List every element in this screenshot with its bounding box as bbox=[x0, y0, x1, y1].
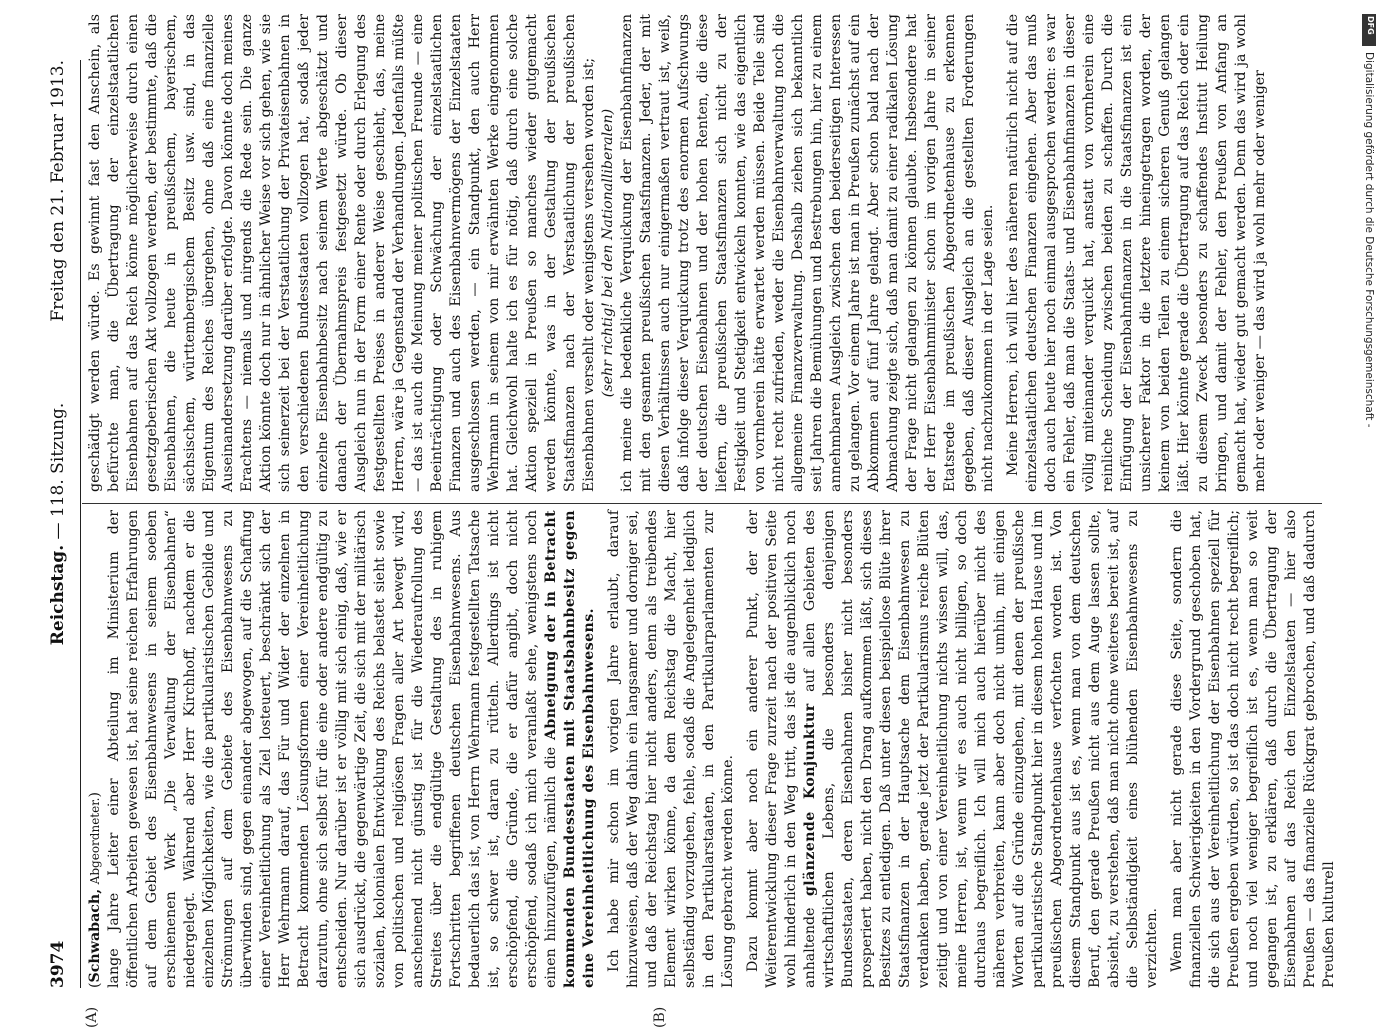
credit-text: Digitalisierung gefördert durch die Deutsche Forschungsgemeinschaft - bbox=[1363, 52, 1375, 428]
paragraph: geschädigt werden würde. Es gewinnt fast den Anschein, als befürchte man, die Übertragung der einzelstaatlichen Eisenbahnen auf das Reich könne möglicherweise durch einen gesetzgeberischen Akt vollzogen werden, der bestimmte, daß die Eisenbahnen, die heute in preußischem, bayerischem, sächsischem, württembergischem Besitz usw. sind, in das Eigentum des Reiches übergehen, ohne daß eine finanzielle Auseinandersetzung darüber erfolgte. Davon könnte doch meines Erachtens — niemals und nirgends die Rede sein. Die ganze Aktion könnte doch nur in ähnlicher Weise vor sich gehen, wie sie sich seinerzeit bei der Verstaatlichung der Privateisenbahnen in den verschiedenen Bundesstaaten vollzogen hat, sodaß jeder einzelne Eisenbahnbesitz nach seinem Werte abgeschätzt und danach der Übernahmspreis festgesetzt würde. Ob dieser Ausgleich nun in der Form einer Rente oder durch Erlegung des festgestellten Preises in anderer Weise geschieht, das, meine Herren, wäre ja Gegenstand der Verhandlungen. Jedenfalls müßte — das ist auch die Meinung meiner politischen Freunde — eine Beeinträchtigung oder Schwächung der einzelstaatlichen Finanzen und auch des Eisenbahnvermögens der Einzelstaaten ausgeschlossen werden, — ein Standpunkt, den auch Herr Wehrmann in seinem von mir erwähnten Werke eingenommen hat. Gleichwohl halte ich es für nötig, daß durch eine solche Aktion speziell in Preußen so manches wieder gutgemacht werden könnte, was in der Gestaltung der preußischen Staatsfinanzen nach der Verstaatlichung der preußischen Eisenbahnen versehlt oder wenigstens versehen worden ist; bbox=[87, 14, 597, 492]
rotated-page-content bbox=[40, 0, 1340, 1028]
paragraph-text: auf allen Gebieten des wirtschaftlichen Lebens, die besonders denjenigen Bundesstaaten, deren Eisenbahnen bisher nicht besonders prosperiert haben, nicht den Drang aufkommen läßt, sich dieses Besitzes zu entledigen. Daß unter diesen beispiellose Blüte ihrer Staatsfinanzen in der Hauptsache dem Eisenbahnwesen zu verdanken haben, gerade jetzt der Partikularismus reiche Blüten zeitigt und von einer Vereinheitlichung nichts wissen will, das, meine Herren, ist, wenn wir es auch nicht billigen, so doch durchaus begreiflich. Ich will mich auch hierüber nicht des näheren verbreiten, kann aber doch nicht umhin, mit einigen Worten auf die Gründe einzugehen, mit denen der preußische partikularistische Standpunkt hier in diesem hohen Hause und im preußischen Abgeordnetenhause verfochten worden ist. Von diesem Standpunkt aus ist es, wenn man von dem deutschen Beruf, den gerade Preußen nicht aus dem Auge lassen sollte, absieht, zu verstehen, daß man nicht ohne weiteres bereit ist, auf die Selbständigkeit eines blühenden Eisenbahnwesens zu verzichten. bbox=[802, 509, 1160, 988]
paragraph bbox=[105, 510, 599, 988]
paragraph: ich meine die bedenkliche Verquickung der Eisenbahnfinanzen mit den gesamten preußischen Staatsfinanzen. Jeder, der mit diesen Verhältnissen auch nur einigermaßen vertraut ist, weiß, daß infolge dieser Verquickung trotz des enormen Aufschwungs der deutschen Eisenbahnen und der hohen Renten, die diese liefern, die preußischen Staatsfinanzen sich nicht zu der Festigkeit und Stetigkeit entwickeln konnten, wie das eigentlich von vornherein hätte erwartet werden müssen. Beide Teile sind nicht recht zufrieden, weder die Eisenbahnverwaltung noch die allgemeine Finanzverwaltung. Deshalb ziehen sich bekanntlich seit Jahren die Bemühungen und Bestrebungen hin, hier zu einem annehmbaren Ausgleich zwischen den beiderseitigen Interessen zu gelangen. Vor einem Jahre ist man in Preußen zunächst auf ein Abkommen auf fünf Jahre gelangt. Aber schon bald nach der Abmachung zeigte sich, daß man damit zu einer radikalen Lösung der Frage nicht gelangen zu können glaubte. Insbesondere hat der Herr Eisenbahnminister schon im vorigen Jahre in seiner Etatsrede im preußischen Abgeordnetenhause zu erkennen gegeben, daß dieser Ausgleich an die gestellten Forderungen nicht nachzukommen in der Lage seien. bbox=[619, 14, 996, 492]
speaker-line: (Schwabach, Abgeordneter.) bbox=[87, 792, 103, 988]
left-column bbox=[86, 509, 1337, 988]
margin-marker-b: (B) bbox=[652, 1006, 668, 1028]
speaker-role: Abgeordneter. bbox=[88, 797, 102, 885]
credit-strip bbox=[1360, 10, 1378, 990]
session-number: — 118. Sitzung. bbox=[48, 402, 68, 540]
running-header bbox=[40, 60, 80, 988]
page-number: 3974 bbox=[48, 940, 68, 988]
interjection: (sehr richtig! bei den Nationalliberalen) bbox=[600, 108, 616, 398]
speaker-name: Schwabach, bbox=[87, 888, 103, 983]
paragraph: Meine Herren, ich will hier des näheren natürlich nicht auf die einzelstaatlichen deutschen Finanzen eingehen. Aber das muß doch auch heute hier noch einmal ausgesprochen werden: es war ein Fehler, daß man die Staats- und Eisenbahnfinanzen in dieser völlig miteinander verquickt hat, anstatt von vornherein eine reinliche Scheidung zwischen beiden zu schaffen. Durch die Einfügung der Eisenbahnfinanzen in die Staatsfinanzen ist ein unsicherer Faktor in die letztere hineingetragen worden, der keinem von beiden Teilen zu einem sicheren Genuß gelangen läßt. Hier könnte gerade die Übertragung auf das Reich oder ein zu diesem Zweck besonders zu schaffendes Institut Heilung bringen, und damit der Fehler, den Preußen von Anfang an gemacht hat, wieder gut gemacht werden. Denn das wird ja wohl mehr oder weniger — das wird ja wohl mehr oder weniger bbox=[1005, 14, 1268, 492]
emphasis-text: glänzende Konjunktur bbox=[802, 703, 818, 897]
session-date: Freitag den 21. Februar 1913. bbox=[48, 60, 68, 322]
emphasis-text: Abneigung der in Betracht kommenden Bundesstaaten mit Staatsbahnbesitz gegen eine Vereinheitlichung des Eisenbahnwesens. bbox=[543, 510, 597, 988]
paragraph: Wenn man aber nicht gerade diese Seite, sondern die finanziellen Schwierigkeiten in den Vordergrund geschoben hat, die sich aus der Vereinheitlichung der Eisenbahnen speziell für Preußen ergeben würden, so ist das doch nicht recht begreiflich; und noch viel weniger begreiflich ist es, wenn man so weit gegangen ist, zu erklären, daß durch die Übertragung der Eisenbahnen auf das Reich den Einzelstaaten — hier also Preußen — das finanzielle Rückgrat gebrochen, und daß dadurch Preußen kulturell bbox=[1169, 510, 1337, 988]
header-rule bbox=[80, 60, 81, 988]
column-divider bbox=[82, 503, 1322, 504]
margin-marker-a: (A) bbox=[84, 1006, 100, 1028]
chamber-name: Reichstag. bbox=[48, 544, 68, 646]
dfg-logo: DFG bbox=[1362, 14, 1376, 46]
paragraph-text: Dazu kommt aber noch ein anderer Punkt, der der Weiterentwicklung dieser Frage zurzeit nach der positiven Seite wohl hinderlich in den Weg tritt, das ist die augenblicklich noch anhaltende bbox=[745, 510, 818, 988]
paragraph bbox=[744, 510, 1162, 988]
right-column bbox=[86, 14, 1322, 492]
paragraph-text: lange Jahre Leiter einer Abteilung im Ministerium der öffentlichen Arbeiten gewesen ist, hat seine reichen Erfahrungen auf dem Gebiet des Eisenbahnwesens in seinem soeben erschienenen Werk „Die Verwaltung der Eisenbahnen“ niedergelegt. Während aber Herr Kirchhoff, nachdem er die einzelnen Möglichkeiten, wie die partikularistischen Gebilde und Strömungen auf dem Gebiete des Eisenbahnwesens zu überwinden sind, gegen einander abgewogen, auf die Schaffung einer Vereinheitlichung als Ziel losteuert, beschränkt sich der Herr Wehrmann darauf, das Für und Wider der einzelnen in Betracht kommenden Lösungsformen einer Vereinheitlichung darzutun, ohne sich selbst für die eine oder andere endgültig zu entscheiden. Nur darüber ist er völlig mit sich einig, daß, wie er sich ausdrückt, die gegenwärtige Zeit, die sich mit der militärisch sozialen, kolonialen Entwicklung des Reichs belastet sieht sowie von politischen und religiösen Fragen aller Art bewegt wird, anscheinend nicht günstig ist für die Wiederaufrollung des Streites über die endgültige Gestaltung des in ruhigem Fortschritten begriffenen deutschen Eisenbahnwesens. Aus bedauerlich das ist, von Herrn Wehrmann festgestellten Tatsache ist, so schwer ist, daran zu rütteln. Allerdings ist nicht erschöpfend, die Gründe, die er dafür angibt, doch nicht erschöpfend, sodaß ich mich veranlaßt sehe, wenigstens noch einen hinzuzufügen, nämlich die bbox=[106, 510, 559, 988]
paragraph: Ich habe mir schon im vorigen Jahre erlaubt, darauf hinzuweisen, daß der Weg dahin ein langsamer und dorniger sei, und daß der Reichstag hier nicht anders, denn als treibendes Element wirken könne, da dem Reichstag die Macht, hier selbständig vorzugehen, fehle, sodaß die Angelegenheit lediglich in den Partikularstaaten, in den Partikularparlamenten zur Lösung gebracht werden könne. bbox=[606, 510, 736, 988]
